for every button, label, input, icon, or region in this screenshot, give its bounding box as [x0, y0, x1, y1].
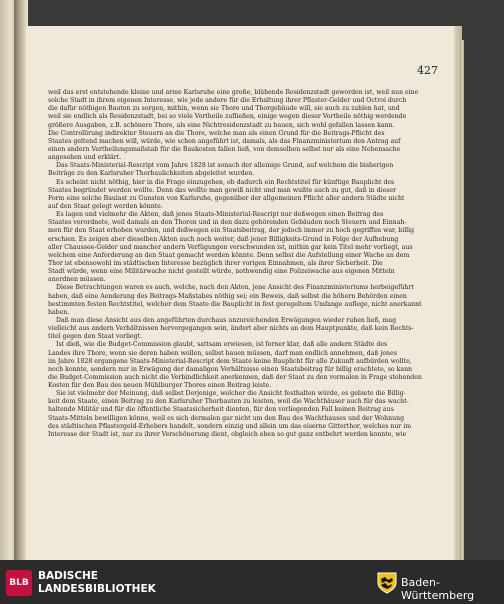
text-line: Thor ist ebensowohl im städtischen Interesse bezüglich ihrer vorigen Einnahmen, als ihrer Sicherheit. Die — [48, 259, 383, 267]
text-line: angesehen und erklärt. — [48, 154, 122, 162]
text-line: auf den Staat gelegt werden könnte. — [48, 202, 163, 210]
text-line: bestimmten festen Rechtstitel, welcher dem Staate die Bauplicht in fest geregeltem Umfange auflege, nicht anerkannt — [48, 300, 422, 308]
text-line: weil sie endlich als Residenzstadt, bei so viele Vortheile zufließen, einige wegen dieser Vortheile nöthig werdende — [48, 113, 407, 121]
text-line: weil das erst entstehende kleine und arme Karlsruhe eine große, blühende Residenzstadt geworden ist, weil nun eine — [48, 89, 419, 96]
text-line: vielleicht aus andern Verhältnissen hervorgegangen sein, ändert aber nichts an dem Hauptpunkte, daß kein Rechts- — [48, 325, 414, 333]
text-line: Das Staats-Ministerial-Rescript vom Jahre 1828 ist sonach der alleinige Grund, auf welchem die bisherigen — [56, 162, 394, 170]
text-line: Landes ihre Thore, wenn sie deren haben wollen, selbst bauen müssen, darf man endlich annehmen, daß jenes — [48, 349, 397, 357]
page-text — [48, 89, 440, 560]
text-line: größere Ausgaben, z.B. schönere Thore, als eine Nichtresidenzstadt zu bauen, sich wohl gefallen lassen kann. — [48, 121, 395, 129]
text-line: Es scheint nicht nöthig, hier in die Frage einzugehen, ob dadurch ein Rechtstitel für künftige Bauplicht des — [56, 178, 395, 186]
text-line: aller Chaussee-Gelder und mancher andern Verfügungen verschwunden ist, mithin gar kein Titel mehr vorliegt, aus — [48, 243, 413, 251]
text-line: erschien. Es zeigen aber dieselben Akten auch noch weiter, daß jener Billigkeits-Grund in Folge der Aufhebung — [48, 235, 399, 243]
text-line: haben. — [48, 308, 70, 316]
text-line: welchem eine Anforderung an den Staat gemacht werden könnte. Denn selbst die Aufstellung einer Wache an dem — [48, 251, 410, 259]
text-line: die dafür nöthigen Bauten zu sorgen, mithin, wenn sie Thore und Thorgebäude will, sie auch zu zahlen hat, und — [48, 105, 400, 113]
text-line: Diese Betrachtungen waren es auch, welche, nach den Akten, jene Ansicht des Finanzministeriums herbeigeführt — [56, 284, 414, 292]
text-line: keit dem Staate, einen Beitrag zu den Karlsruher Thorbauten zu leisten, weil die Wachthäuser auch für das wacht- — [48, 398, 409, 406]
text-line: noch konnte, sondern nur in Erwägung der damaligen Verhältnisse einen Staatsbeitrag für billig erachtete, so kann — [48, 365, 413, 373]
text-line: Die Controllirung indirekter Steuern an die Thore, welche man als einen Grund für die Beitrags-Pflicht des — [48, 129, 385, 137]
text-line: Es lagen und vielmehr die Akten, daß jenes Staats-Ministerial-Rescript nur deßwegen einen Beitrag des — [56, 211, 384, 219]
blb-name-line2: LANDESBIBLIOTHEK — [38, 583, 156, 595]
baden-wuerttemberg-crest-icon — [377, 572, 397, 594]
text-line: Staates geltend machen will, würde, wie schon angeführt ist, damals, als das Finanzministerium den Antrag auf — [48, 137, 401, 145]
text-line: solche Stadt in ihrem eigenen Interesse, wie jede andere für die Erhaltung ihrer Pflaster-Gelder und Octroi durch — [48, 97, 407, 105]
text-line: Daß man diese Ansicht aus den angeführten durchaus unzureichenden Erwägungen wieder ruhen ließ, mag — [56, 316, 397, 324]
blb-name[interactable] — [38, 570, 156, 596]
page-stack-edge — [454, 40, 464, 560]
text-line: Beiträge zu den Karlsruher Thorbaulichkeiten abgeleitet wurden. — [48, 170, 255, 178]
baden-wuerttemberg-name[interactable]: Baden-Württemberg — [401, 576, 475, 602]
text-line: haben, daß eine Aenderung des Beitrags-Maßstabes nöthig sei; ein Beweis, daß selbst die höhern Behörden einen — [48, 292, 407, 300]
text-line: haltende Militär und für die öffentliche Staatssicherheit dienten, für den vorliegenden Fall keinen Beitrag aus — [48, 406, 394, 414]
text-line: Staats-Mitteln bewilligen könne, weil es sich dermalen gar nicht um den Bau des Wachthauses und der Wohnung — [48, 414, 405, 422]
text-line: des städtischen Pflastergeld-Erhebers handelt, sondern einzig und allein um das eiserne Gitterthor, welches nur im — [48, 422, 412, 430]
text-line: Interesse der Stadt ist, nur zu ihrer Verschönerung dient, obgleich eben so gut ganz entbehrt werden konnte, wie — [48, 430, 407, 438]
text-line: im Jahre 1828 ergangene Staats-Ministerial-Rescript dem Staate keine Bauplicht für alle Zukunft aufbürden wollte, — [48, 357, 412, 365]
book-page — [26, 26, 454, 560]
text-line: Sie ist vielmehr der Meinung, daß selbst Derjenige, welcher die Ansicht festhalten würde, es gebiete die Billig- — [56, 390, 406, 398]
text-line: einen andern Vertheilungsmaßstab für die Baukosten fallen ließ, von demselben selbst nur als eine Nebensache — [48, 145, 401, 153]
text-line: Form eine solche Baulast zu Gunsten von Karlsruhe, gegenüber der allgemeinen Pflicht aller andern Städte nicht — [48, 194, 405, 202]
footer-bar — [0, 560, 504, 604]
blb-name-line1: BADISCHE — [38, 570, 98, 582]
text-line: Staates begründet werden wollte. Denn das wollte man gewiß nicht und man wußte auch zu gut, daß in dieser — [48, 186, 397, 194]
text-line: men für den Staat erhoben wurden, und deßwegen ein Staatsbeitrag, der jedoch immer zu hoch gegriffen war, billig — [48, 227, 415, 235]
page-number: 427 — [417, 64, 438, 77]
text-line: Staates verordnete, weil damals an den Thoren und in den dazu gehörenden Gebäuden noch Steuern und Einnah- — [48, 219, 407, 227]
blb-logo[interactable]: BLB — [6, 570, 32, 596]
text-line: Kosten für den Bau des neuen Mühlburger Thores einen Beitrag leiste. — [48, 382, 272, 390]
text-line: die Budget-Commission auch nicht die Verbindlichkeit anerkennen, daß der Staat zu den vormalen in Frage stehenden — [48, 373, 422, 381]
text-line: anordnen müssen. — [48, 276, 106, 284]
text-line: Ist dieß, wie die Budget-Commission glaubt, sattsam erwiesen, ist ferner klar, daß alle andern Städte des — [56, 341, 388, 349]
text-line: titel gegen den Staat vorliegt. — [48, 333, 143, 341]
text-line: Stadt würde, wenn eine Militärwache nicht gestellt würde, nothwendig eine Polizeiwache aus eigenen Mitteln — [48, 268, 395, 276]
